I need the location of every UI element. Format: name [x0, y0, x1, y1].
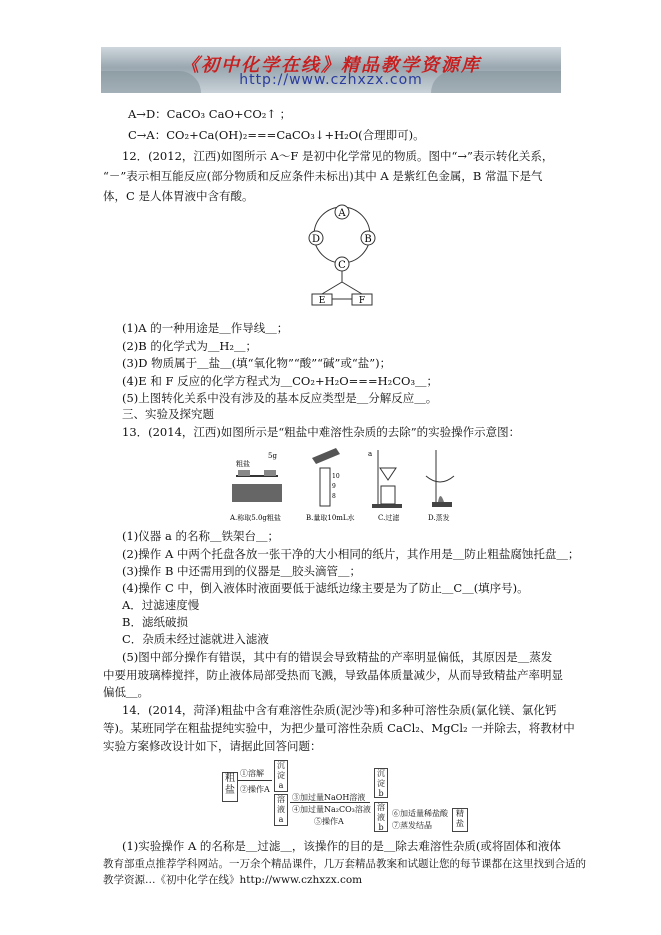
footer-line-1: 教育部重点推荐学科网站。一万余个精品课件，几万套精品教案和试题让您的每节课都在这里找到合适的 [103, 858, 586, 870]
refined-salt-box: 精盐 [452, 808, 468, 832]
balance-pan-left [238, 470, 250, 476]
q13-answer-5-line-2: 中要用玻璃棒搅拌，防止液体局部受热而飞溅，导致晶体质量减少，从而导致精盐产率明显 [103, 668, 563, 682]
flow-step2: ②操作A [240, 785, 270, 794]
option-c: C．杂质未经过滤就进入滤液 [122, 632, 269, 646]
node-f-label: F [358, 296, 366, 306]
q12-answer-2: (2)B 的化学式为＿H₂＿； [122, 339, 258, 353]
q12-answer-1: (1)A 的一种用途是＿作导线＿； [122, 321, 289, 335]
footer-line-2[interactable]: 教学资源…《初中化学在线》http://www.czhxzx.com [103, 874, 363, 886]
flow-arrow-1 [238, 780, 272, 781]
caption-c: C.过滤 [378, 514, 400, 522]
flow-reagent-1: ③加过量NaOH溶液 [292, 793, 366, 802]
option-b: B．滤纸破损 [122, 615, 188, 629]
q13-answer-5-line-1: (5)图中部分操作有错误，其中有的错误会导致精盐的产率明显偏低，其原因是＿蒸发 [122, 650, 553, 664]
q12-answer-4: (4)E 和 F 反应的化学方程式为＿CO₂+H₂O===H₂CO₃＿； [122, 374, 439, 388]
option-a: A．过滤速度慢 [122, 598, 200, 612]
q12-answer-3: (3)D 物质属于＿盐＿(填“氧化物”“酸”“碱”或“盐”)； [122, 356, 392, 370]
flow-step6: ⑥加适量稀盐酸 [392, 809, 448, 818]
caption-d: D.蒸发 [428, 514, 450, 522]
answer-line-ca: C→A：CO₂+Ca(OH)₂===CaCO₃↓+H₂O(合理即可)。 [128, 128, 425, 142]
lab-label-a: a [368, 450, 373, 458]
iron-stand-base [372, 504, 402, 508]
q12-answer-5: (5)上图转化关系中没有涉及的基本反应类型是＿分解反应＿。 [122, 391, 438, 405]
answer-line-ad: A→D：CaCO₃ CaO+CO₂↑ ； [128, 107, 292, 121]
question-14-line-1: 14．(2014，菏泽)粗盐中含有难溶性杂质(泥沙等)和多种可溶性杂质(氯化镁、氯化钙 [122, 703, 557, 717]
balance-base [232, 484, 282, 502]
question-13-stem: 13．(2014，江西)如图所示是“粗盐中难溶性杂质的去除”的实验操作示意图： [122, 425, 521, 439]
purification-flowchart [214, 758, 470, 834]
node-b-label: B [364, 234, 372, 245]
flow-reagent-2: ④加过量Na₂CO₃溶液 [292, 805, 371, 814]
node-c-label: C [338, 260, 346, 271]
alcohol-lamp [432, 502, 452, 507]
flow-step1: ①溶解 [240, 769, 264, 778]
q13-answer-5-line-3: 偏低＿。 [103, 685, 149, 699]
flow-step7: ⑦蒸发结晶 [392, 821, 432, 830]
lab-operation-figure [228, 444, 468, 526]
lab-label-8: 8 [332, 493, 336, 500]
node-e-label: E [318, 296, 326, 306]
conversion-diagram [300, 202, 390, 312]
precipitate-a-box: 沉淀a [274, 760, 288, 792]
flow-start-box: 粗盐 [222, 772, 238, 802]
node-a-label: A [338, 208, 346, 219]
header-banner [101, 47, 561, 93]
question-12-line-2: “－”表示相互能反应(部分物质和反应条件未标出)其中 A 是紫红色金属，B 常温下是气 [103, 169, 543, 183]
q13-answer-2: (2)操作 A 中两个托盘各放一张干净的大小相同的纸片，其作用是＿防止粗盐腐蚀托盘＿； [122, 547, 580, 561]
filtrate-b-box: 溶液b [374, 802, 388, 832]
q13-answer-3: (3)操作 B 中还需用到的仪器是＿胶头滴管＿； [122, 564, 362, 578]
diagram-arrow-f [342, 282, 362, 294]
question-12-line-3: 体，C 是人体胃液中含有酸。 [103, 189, 254, 203]
lab-label-9: 9 [332, 483, 336, 490]
question-14-line-3: 实验方案修改设计如下，请据此回答问题： [103, 739, 322, 753]
lab-label-crude-salt: 粗盐 [236, 460, 250, 468]
q13-answer-1: (1)仪器 a 的名称＿铁架台＿； [122, 529, 279, 543]
caption-a: A.称取5.0g粗盐 [230, 514, 281, 522]
q13-answer-4: (4)操作 C 中，倒入液体时液面要低于滤纸边缘主要是为了防止＿C＿(填序号)。 [122, 581, 529, 595]
banner-title: 《初中化学在线》精品教学资源库 [181, 55, 481, 76]
lab-label-weight: 5g [268, 452, 277, 460]
question-14-line-2: 等)。某班同学在粗盐提纯实验中，为把少量可溶性杂质 CaCl₂、MgCl₂ 一并除去，将教材中 [103, 721, 575, 735]
question-12-line-1: 12．(2012，江西)如图所示 A～F 是初中化学常见的物质。图中“→”表示转化关系， [122, 149, 554, 163]
diagram-arrow-e [322, 282, 342, 294]
balance-pan-right [264, 470, 276, 476]
flow-arrow-2 [290, 802, 370, 803]
lab-label-10: 10 [332, 473, 340, 480]
flow-op5: ⑤操作A [314, 817, 344, 826]
node-d-label: D [311, 234, 321, 245]
caption-b: B.量取10mL水 [306, 514, 355, 522]
precipitate-b-box: 沉淀b [374, 768, 388, 798]
section-heading: 三、实验及探究题 [122, 407, 214, 421]
banner-url[interactable]: http://www.czhxzx.com [239, 72, 423, 88]
filtrate-a-box: 溶液a [274, 794, 288, 826]
q14-answer-1: (1)实验操作 A 的名称是＿过滤＿，该操作的目的是＿除去难溶性杂质(或将固体和液体 [122, 839, 561, 853]
